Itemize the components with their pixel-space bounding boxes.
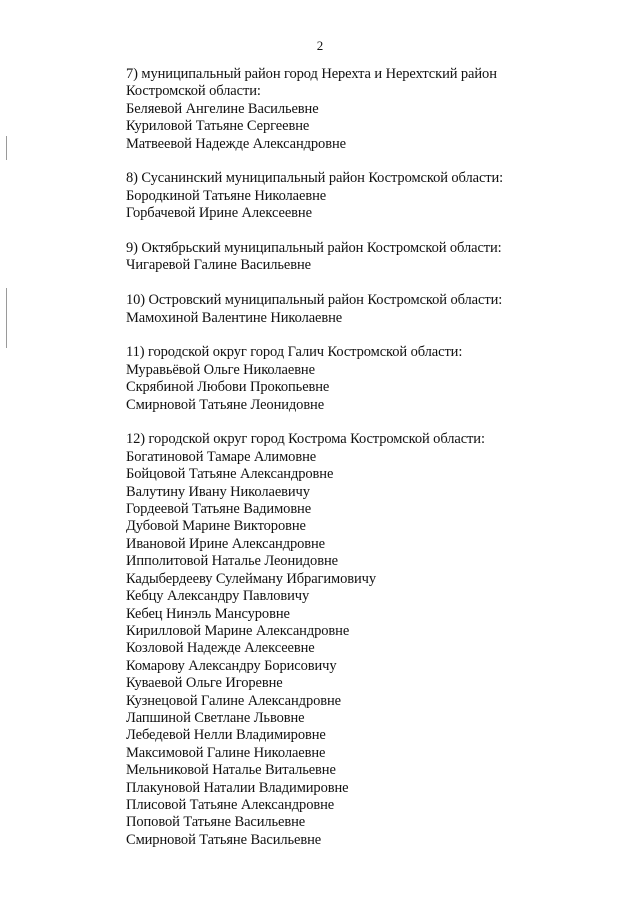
district-section <box>126 240 626 275</box>
district-section <box>126 66 626 153</box>
person-name: Лебедевой Нелли Владимировне <box>126 727 326 744</box>
person-name: Бойцовой Татьяне Александровне <box>126 466 334 483</box>
person-name: Кебец Нинэль Мансуровне <box>126 605 290 622</box>
person-name: Валутину Ивану Николаевичу <box>126 483 310 500</box>
district-section <box>126 292 626 327</box>
person-name: Матвеевой Надежде Александровне <box>126 135 346 152</box>
person-name: Мельниковой Наталье Витальевне <box>126 762 336 779</box>
person-name: Кадыбердееву Сулейману Ибрагимовичу <box>126 570 377 587</box>
scan-margin-mark <box>6 136 7 160</box>
person-name: Кузнецовой Галине Александровне <box>126 692 342 709</box>
person-name: Козловой Надежде Алексеевне <box>126 640 315 657</box>
district-heading: 10) Островский муниципальный район Костромской области: <box>126 292 503 309</box>
person-name: Кебцу Александру Павловичу <box>126 588 310 605</box>
person-name: Кирилловой Марине Александровне <box>126 622 350 639</box>
district-heading: 7) муниципальный район город Нерехта и Нерехтский район <box>126 66 497 82</box>
person-name: Лапшиной Светлане Львовне <box>126 709 305 726</box>
person-name: Горбачевой Ирине Алексеевне <box>126 205 312 222</box>
district-heading: Костромской области: <box>126 83 261 100</box>
person-name: Ипполитовой Наталье Леонидовне <box>126 553 338 570</box>
district-section <box>126 431 626 849</box>
person-name: Смирновой Татьяне Леонидовне <box>126 396 325 413</box>
person-name: Муравьёвой Ольге Николаевне <box>126 361 315 378</box>
person-name: Плакуновой Наталии Владимировне <box>126 779 349 796</box>
person-name: Плисовой Татьяне Александровне <box>126 796 335 813</box>
scan-margin-mark <box>6 288 7 348</box>
person-name: Максимовой Галине Николаевне <box>126 744 326 761</box>
person-name: Скрябиной Любови Прокопьевне <box>126 379 330 396</box>
person-name: Смирновой Татьяне Васильевне <box>126 831 322 848</box>
person-name: Дубовой Марине Викторовне <box>126 518 306 535</box>
district-section <box>126 344 626 414</box>
person-name: Чигаревой Галине Васильевне <box>126 257 311 274</box>
person-name: Поповой Татьяне Васильевне <box>126 814 306 831</box>
district-heading: 8) Сусанинский муниципальный район Костромской области: <box>126 170 504 187</box>
district-heading: 9) Октябрьский муниципальный район Костромской области: <box>126 240 502 257</box>
person-name: Куваевой Ольге Игоревне <box>126 675 283 692</box>
page-number: 2 <box>316 38 324 53</box>
person-name: Комарову Александру Борисовичу <box>126 657 337 674</box>
district-section <box>126 170 626 222</box>
person-name: Бородкиной Татьяне Николаевне <box>126 187 327 204</box>
person-name: Гордеевой Татьяне Вадимовне <box>126 501 312 518</box>
person-name: Ивановой Ирине Александровне <box>126 535 326 552</box>
person-name: Беляевой Ангелине Васильевне <box>126 100 319 117</box>
district-heading: 12) городской округ город Кострома Костромской области: <box>126 431 485 448</box>
person-name: Куриловой Татьяне Сергеевне <box>126 118 310 135</box>
person-name: Мамохиной Валентине Николаевне <box>126 309 343 326</box>
document-body <box>126 66 626 849</box>
district-heading: 11) городской округ город Галич Костромской области: <box>126 344 463 361</box>
person-name: Богатиновой Тамаре Алимовне <box>126 448 317 465</box>
